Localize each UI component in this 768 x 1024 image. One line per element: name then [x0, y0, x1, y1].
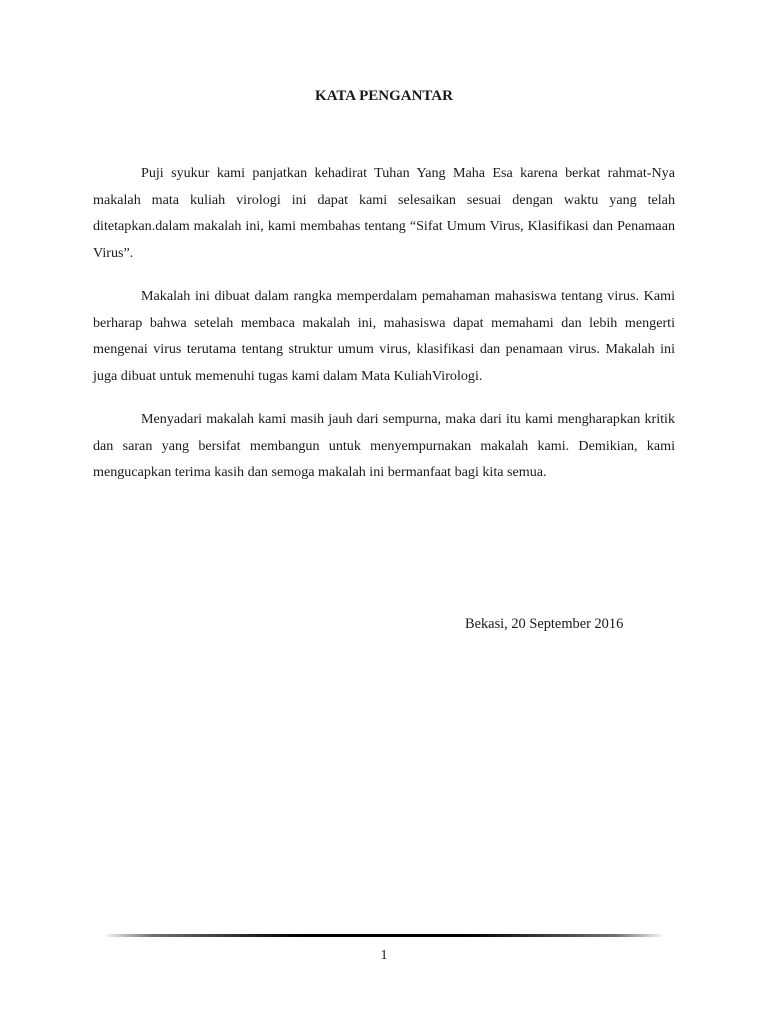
paragraph-3: Menyadari makalah kami masih jauh dari sempurna, maka dari itu kami mengharapkan kritik dan saran yang bersifat membangun untuk menyempurnakan makalah kami. Demikian, kami mengucapkan terima kasih dan semoga makalah ini bermanfaat bagi kita semua.: [93, 411, 675, 480]
footer-divider: [106, 934, 662, 937]
body-text: [93, 160, 675, 503]
paragraph-1: Puji syukur kami panjatkan kehadirat Tuhan Yang Maha Esa karena berkat rahmat-Nya makalah mata kuliah virologi ini dapat kami selesaikan sesuai dengan waktu yang telah ditetapkan.dalam makalah ini, kami membahas tentang “Sifat Umum Virus, Klasifikasi dan Penamaan Virus”.: [93, 165, 675, 261]
page-title: KATA PENGANTAR: [315, 88, 453, 104]
signature-place-date: Bekasi, 20 September 2016: [465, 616, 624, 632]
paragraph-2: Makalah ini dibuat dalam rangka memperdalam pemahaman mahasiswa tentang virus. Kami berharap bahwa setelah membaca makalah ini, mahasiswa dapat memahami dan lebih mengerti mengenai virus terutama tentang struktur umum virus, klasifikasi dan penamaan virus. Makalah ini juga dibuat untuk memenuhi tugas kami dalam Mata KuliahVirologi.: [93, 288, 675, 384]
page-number: 1: [380, 948, 388, 963]
